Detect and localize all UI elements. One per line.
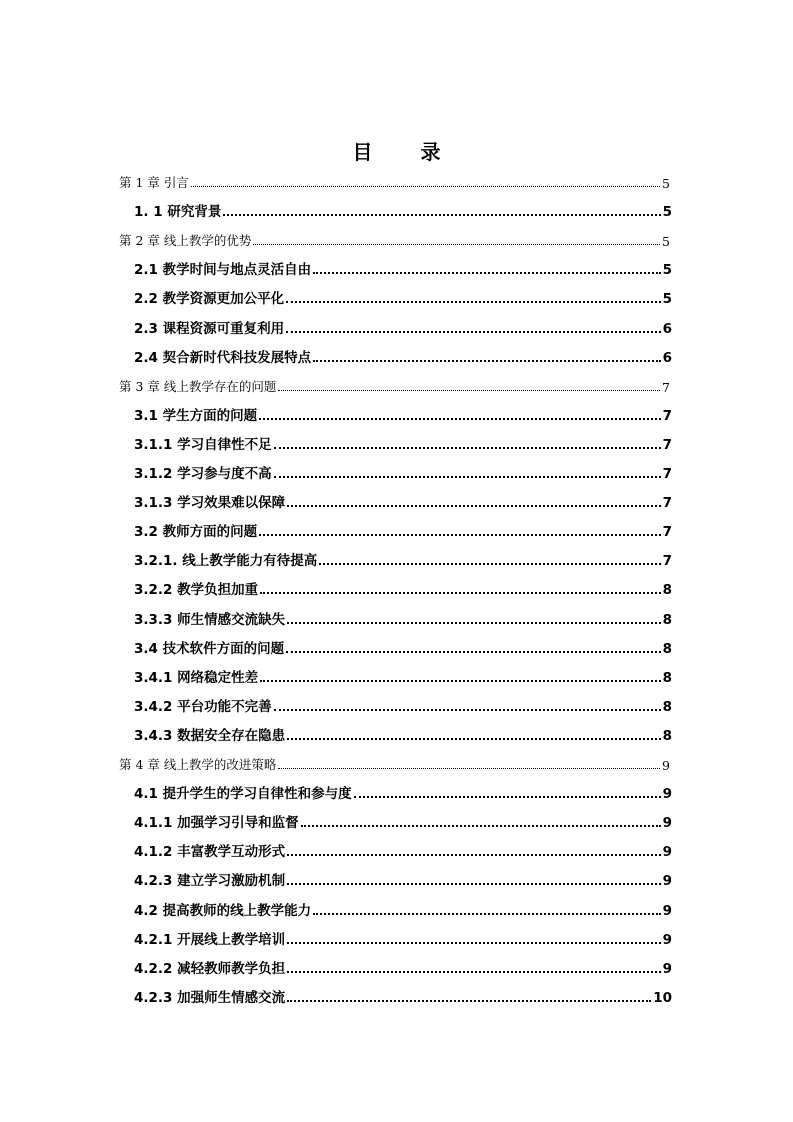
toc-entry[interactable] bbox=[134, 691, 672, 715]
toc-entry-page: 7 bbox=[662, 407, 672, 424]
toc-entry-page: 5 bbox=[662, 291, 672, 308]
toc-entry-label: 2.1 教学时间与地点灵活自由 bbox=[134, 262, 312, 279]
dot-leader bbox=[259, 534, 660, 536]
toc-entry-page: 9 bbox=[662, 902, 672, 919]
toc-entry-page: 9 bbox=[662, 844, 672, 861]
toc-entry-page: 9 bbox=[662, 873, 672, 890]
dot-leader bbox=[274, 476, 661, 478]
toc-entry-label: 3.2.2 教学负担加重 bbox=[134, 582, 259, 599]
dot-leader bbox=[259, 418, 660, 420]
toc-entry[interactable] bbox=[134, 283, 672, 307]
toc-entry-page: 9 bbox=[662, 758, 670, 773]
toc-entry-label: 3.4.2 平台功能不完善 bbox=[134, 698, 272, 715]
toc-entry[interactable] bbox=[119, 371, 670, 395]
toc-entry[interactable] bbox=[119, 167, 670, 191]
toc-entry-label: 第 3 章 线上教学存在的问题 bbox=[119, 378, 277, 394]
toc-entry[interactable] bbox=[134, 865, 672, 889]
toc-entry-label: 3.1.2 学习参与度不高 bbox=[134, 466, 272, 482]
toc-entry-page: 7 bbox=[662, 495, 672, 512]
toc-entry-page: 8 bbox=[662, 640, 672, 657]
toc-entry[interactable] bbox=[134, 604, 672, 628]
toc-entry-label: 2.2 教学资源更加公平化 bbox=[134, 291, 285, 308]
dot-leader bbox=[287, 738, 660, 740]
toc-entry-page: 5 bbox=[662, 234, 670, 250]
toc-entry[interactable] bbox=[134, 254, 672, 278]
dot-leader bbox=[287, 854, 660, 856]
toc-entry[interactable] bbox=[134, 924, 672, 948]
toc-entry-page: 10 bbox=[653, 989, 672, 1006]
dot-leader bbox=[260, 592, 660, 594]
toc-entry-page: 5 bbox=[662, 262, 672, 279]
toc-entry-page: 9 bbox=[662, 960, 672, 977]
toc-entry[interactable] bbox=[134, 458, 672, 482]
dot-leader bbox=[260, 680, 660, 682]
toc-entry[interactable] bbox=[134, 342, 672, 366]
dot-leader bbox=[274, 447, 661, 449]
toc-entry-label: 1. 1 研究背景 bbox=[134, 204, 222, 221]
toc-entry-label: 4.1.1 加强学习引导和监督 bbox=[134, 815, 299, 832]
toc-entry[interactable] bbox=[134, 778, 672, 802]
toc-entry[interactable] bbox=[134, 720, 672, 744]
toc-entry[interactable] bbox=[134, 982, 672, 1006]
dot-leader bbox=[253, 244, 660, 245]
toc-entry[interactable] bbox=[134, 196, 672, 220]
dot-leader bbox=[287, 505, 660, 507]
toc-entry-page: 9 bbox=[662, 931, 672, 948]
toc-entry-page: 7 bbox=[662, 436, 672, 453]
toc-entry[interactable] bbox=[134, 836, 672, 860]
toc-entry-page: 6 bbox=[662, 349, 672, 366]
toc-entry-label: 3.2 教师方面的问题 bbox=[134, 524, 258, 541]
dot-leader bbox=[301, 825, 661, 827]
toc-entry-label: 3.1.1 学习自律性不足 bbox=[134, 436, 272, 453]
dot-leader bbox=[223, 214, 660, 216]
toc-entry[interactable] bbox=[134, 574, 672, 598]
toc-entry[interactable] bbox=[134, 400, 672, 424]
dot-leader bbox=[278, 768, 660, 769]
toc-entry-label: 3.4.3 数据安全存在隐患 bbox=[134, 727, 286, 744]
dot-leader bbox=[287, 1000, 651, 1002]
toc-entry-label: 3.1.3 学习效果难以保障 bbox=[134, 495, 286, 512]
toc-entry[interactable] bbox=[134, 662, 672, 686]
dot-leader bbox=[287, 971, 660, 973]
dot-leader bbox=[286, 331, 660, 333]
dot-leader bbox=[286, 651, 660, 653]
toc-entry[interactable] bbox=[134, 807, 672, 831]
toc-entry-label: 4.2 提高教师的线上教学能力 bbox=[134, 902, 312, 919]
toc-entry-label: 4.2.3 加强师生情感交流 bbox=[134, 989, 286, 1006]
toc-entry-page: 7 bbox=[662, 466, 672, 482]
toc-entry-label: 3.2.1. 线上教学能力有待提高 bbox=[134, 553, 318, 570]
toc-entry-label: 4.2.3 建立学习激励机制 bbox=[134, 873, 286, 890]
toc-entry-label: 第 2 章 线上教学的优势 bbox=[119, 233, 252, 249]
toc-entry[interactable] bbox=[134, 516, 672, 540]
toc-entry-page: 8 bbox=[662, 582, 672, 599]
toc-entry-label: 4.1.2 丰富教学互动形式 bbox=[134, 844, 286, 861]
toc-entry-label: 4.1 提升学生的学习自律性和参与度 bbox=[134, 786, 352, 803]
dot-leader bbox=[354, 796, 661, 798]
dot-leader bbox=[313, 272, 660, 274]
toc-entry[interactable] bbox=[119, 749, 670, 773]
toc-entry-page: 8 bbox=[662, 727, 672, 744]
toc-entry[interactable] bbox=[119, 225, 670, 249]
toc-entry-page: 9 bbox=[662, 815, 672, 832]
toc-entry[interactable] bbox=[134, 633, 672, 657]
toc-entry-label: 第 1 章 引言 bbox=[119, 175, 189, 190]
toc-entry[interactable] bbox=[134, 953, 672, 977]
dot-leader bbox=[287, 942, 660, 944]
toc-entry[interactable] bbox=[134, 487, 672, 511]
dot-leader bbox=[274, 709, 661, 711]
toc-entry-page: 8 bbox=[662, 611, 672, 628]
toc-entry-page: 7 bbox=[662, 379, 670, 395]
toc-entry-label: 2.4 契合新时代科技发展特点 bbox=[134, 349, 312, 366]
toc-entry-page: 8 bbox=[662, 698, 672, 715]
toc-entry[interactable] bbox=[134, 429, 672, 453]
toc-entry-label: 3.4.1 网络稳定性差 bbox=[134, 669, 259, 686]
dot-leader bbox=[191, 186, 660, 187]
page-title: 目 录 bbox=[352, 140, 455, 164]
dot-leader bbox=[287, 883, 660, 885]
toc-entry[interactable] bbox=[134, 545, 672, 569]
toc-entry-label: 3.1 学生方面的问题 bbox=[134, 407, 258, 424]
toc-entry[interactable] bbox=[134, 313, 672, 337]
dot-leader bbox=[313, 360, 660, 362]
dot-leader bbox=[286, 301, 660, 303]
toc-entry-label: 4.2.2 减轻教师教学负担 bbox=[134, 960, 286, 977]
toc-entry-label: 3.3.3 师生情感交流缺失 bbox=[134, 611, 286, 628]
toc-entry-page: 6 bbox=[662, 320, 672, 337]
toc-entry-page: 9 bbox=[662, 786, 672, 803]
toc-entry-label: 4.2.1 开展线上教学培训 bbox=[134, 931, 286, 948]
toc-entry-label: 3.4 技术软件方面的问题 bbox=[134, 640, 285, 657]
toc-entry-page: 7 bbox=[662, 524, 672, 541]
dot-leader bbox=[319, 563, 660, 565]
toc-entry[interactable] bbox=[134, 895, 672, 919]
dot-leader bbox=[278, 390, 660, 391]
toc-entry-page: 7 bbox=[662, 553, 672, 570]
toc-entry-label: 第 4 章 线上教学的改进策略 bbox=[119, 757, 277, 772]
toc-entry-label: 2.3 课程资源可重复利用 bbox=[134, 320, 285, 337]
dot-leader bbox=[313, 913, 660, 915]
toc-entry-page: 5 bbox=[662, 176, 670, 191]
toc-entry-page: 8 bbox=[662, 669, 672, 686]
toc-entry-page: 5 bbox=[662, 204, 672, 221]
dot-leader bbox=[287, 622, 660, 624]
